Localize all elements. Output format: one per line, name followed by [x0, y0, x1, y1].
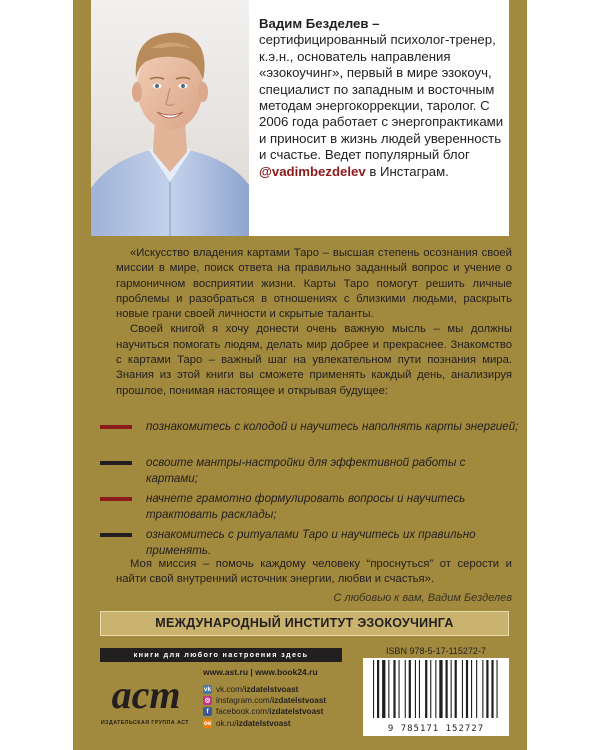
- description-paragraph-1: «Искусство владения картами Таро – высшая степень осознания своей миссии в мире, поиск ответа на правильно заданный вопрос и учение о гармоничном восприятии жизни. Карты Таро помогут решить личные проблемы и разобраться в отношениях с близкими людьми, раскрыть новые грани своей личности и скрытые таланты.: [116, 247, 512, 321]
- barcode-bar: [497, 660, 498, 718]
- author-photo: [91, 0, 249, 236]
- barcode-bar: [491, 660, 493, 718]
- barcode-bar: [439, 660, 442, 718]
- barcode-bar: [373, 660, 374, 718]
- closing-paragraph: Моя миссия – помочь каждому человеку “проснуться” от серости и найти свой внутренний источник энергии, любви и счастья».: [116, 558, 512, 586]
- barcode-bar: [393, 660, 395, 718]
- barcode-bar: [471, 660, 472, 718]
- publisher-sites[interactable]: www.ast.ru | www.book24.ru: [203, 667, 318, 677]
- bullet-mark: [100, 533, 132, 537]
- isbn: ISBN 978-5-17-115272-7: [386, 646, 486, 656]
- barcode-bar: [476, 660, 477, 718]
- description-paragraph-2: Своей книгой я хочу донести очень важную мысль – мы должны научиться помогать людям, делать мир добрее и прекраснее. Знакомство с картами Таро – важный шаг на увлекательном пути познания мира. Знания из этой книги вы сможете применять каждый день, анализируя прошлое, понимая настоящее и открывая будущее:: [116, 323, 512, 397]
- barcode-bar: [399, 660, 400, 718]
- social-links: [203, 684, 326, 729]
- barcode-bar: [405, 660, 406, 718]
- link-prefix: vk.com/: [216, 685, 245, 694]
- list-item: [100, 455, 520, 491]
- odnoklassniki-icon: ок: [203, 719, 212, 727]
- author-name: Вадим Безделев –: [259, 16, 380, 31]
- link-handle: izdatelstvoast: [271, 696, 327, 706]
- link-prefix: instagram.com/: [216, 696, 272, 706]
- link-handle: izdatelstvoast: [269, 707, 324, 717]
- benefits-list: [100, 419, 520, 563]
- barcode-bar: [486, 660, 488, 718]
- barcode-bar: [446, 660, 448, 718]
- instagram-icon: ◎: [204, 697, 211, 705]
- institute-banner: МЕЖДУНАРОДНЫЙ ИНСТИТУТ ЭЗОКОУЧИНГА: [100, 611, 509, 636]
- publisher-caption: ИЗДАТЕЛЬСКАЯ ГРУППА АСТ: [101, 720, 189, 726]
- barcode-bar: [382, 660, 385, 718]
- list-item-text: ознакомитесь с ритуалами Таро и научитесь их правильно применять.: [146, 528, 476, 557]
- social-link-odnoklassniki[interactable]: [203, 718, 326, 729]
- barcode-bar: [462, 660, 463, 718]
- facebook-icon: f: [203, 707, 212, 716]
- list-item: [100, 491, 520, 527]
- barcode-bar: [430, 660, 431, 718]
- barcode-bar: [377, 660, 379, 718]
- publisher-slogan: книги для любого настроения здесь: [100, 648, 342, 662]
- barcode-digits: 9 785171 152727: [387, 724, 485, 734]
- barcode-bar: [415, 660, 416, 718]
- link-prefix: ok.ru/: [216, 718, 237, 728]
- barcode-bar: [466, 660, 468, 718]
- barcode-bar: [482, 660, 483, 718]
- vk-icon: vk: [203, 686, 212, 693]
- barcode-bar: [388, 660, 389, 718]
- closing-text: [116, 557, 512, 588]
- link-prefix: facebook.com/: [216, 707, 270, 717]
- social-link-facebook[interactable]: [203, 706, 326, 717]
- description: [116, 246, 512, 399]
- barcode-bar: [409, 660, 411, 718]
- barcode: [363, 658, 509, 736]
- signature: С любовью к вам, Вадим Безделев: [333, 592, 512, 604]
- barcode-bars: [363, 658, 509, 722]
- list-item-text: познакомитесь с колодой и научитесь наполнять карты энергией;: [146, 420, 519, 433]
- bullet-mark: [100, 425, 132, 429]
- author-handle-suffix: в Инстаграм.: [365, 163, 449, 179]
- barcode-bar: [451, 660, 452, 718]
- author-instagram-handle: @vadimbezdelev: [259, 163, 366, 179]
- link-handle: izdatelstvoast: [236, 718, 291, 728]
- bullet-mark: [100, 497, 132, 501]
- barcode-bar: [419, 660, 420, 718]
- list-item: [100, 419, 520, 455]
- barcode-bar: [435, 660, 436, 718]
- bullet-mark: [100, 461, 132, 465]
- link-handle: izdatelstvoast: [244, 685, 299, 694]
- author-bio: [259, 16, 509, 180]
- list-item-text: освоите мантры-настройки для эффективной работы с картами;: [146, 456, 466, 485]
- social-link-vk[interactable]: [203, 684, 326, 695]
- list-item-text: начнете грамотно формулировать вопросы и научитесь трактовать расклады;: [146, 492, 466, 521]
- barcode-bar: [455, 660, 457, 718]
- social-link-instagram[interactable]: [203, 695, 326, 706]
- logo-text: аст: [111, 672, 181, 717]
- barcode-bar: [425, 660, 427, 718]
- author-bio-text: сертифицированный психолог-тренер, к.э.н., основатель направления «эзокоучинг», первый в мире эзокоуч, специалист по западным и восточным методам энергокоррекции, таролог. С 2006 года работает с энергопрактиками и приносит в жизнь людей уверенность и счастье. Ведет популярный блог: [259, 32, 504, 163]
